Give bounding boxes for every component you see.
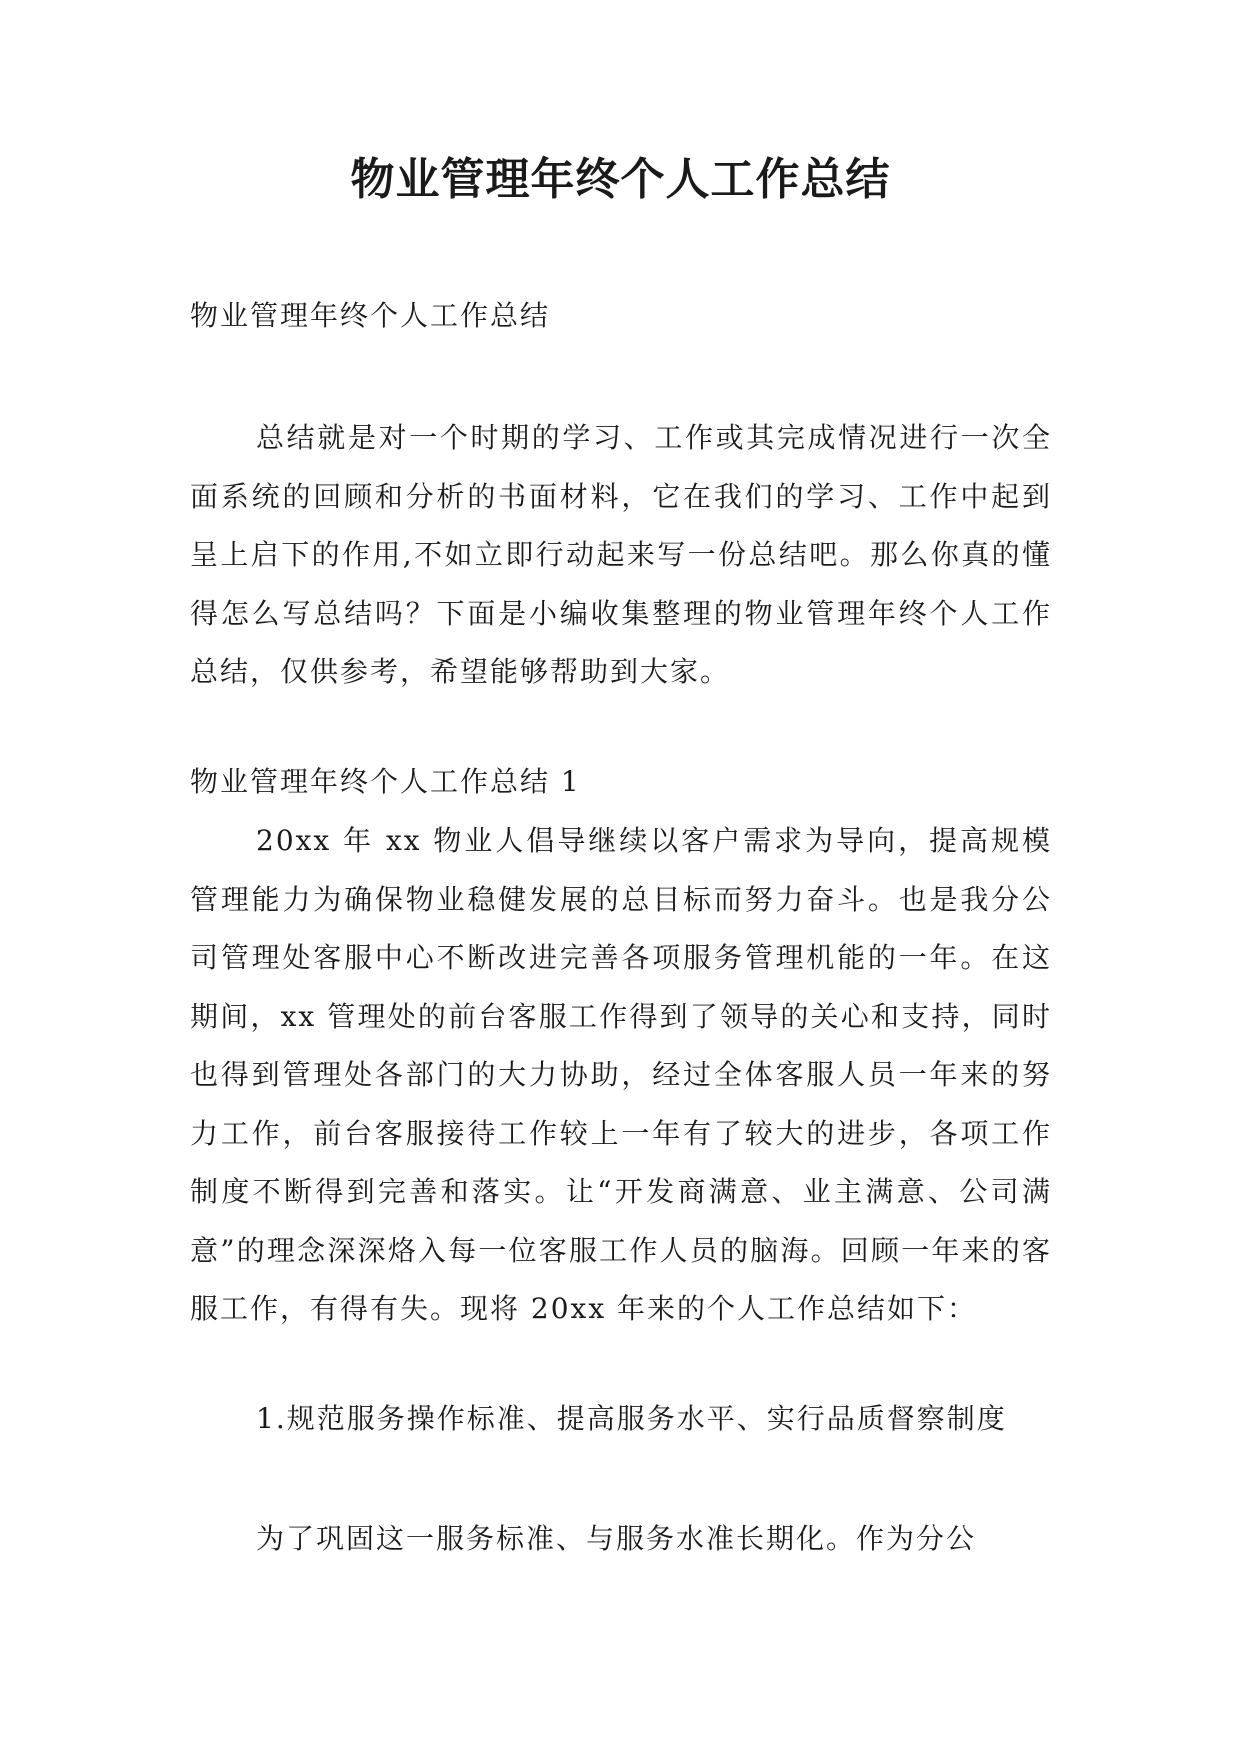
section-heading: 物业管理年终个人工作总结 1 bbox=[190, 765, 581, 798]
item-paragraph: 为了巩固这一服务标准、与服务水准长期化。作为分公 bbox=[256, 1522, 977, 1555]
document-subtitle: 物业管理年终个人工作总结 bbox=[190, 299, 551, 332]
intro-paragraph: 总结就是对一个时期的学习、工作或其完成情况进行一次全面系统的回顾和分析的书面材料，它在我们的学习、工作中起到呈上启下的作用,不如立即行动起来写一份总结吧。那么你真的懂得怎么写总结吗？下面是小编收集整理的物业管理年终个人工作总结，仅供参考，希望能够帮助到大家。 bbox=[190, 421, 1052, 688]
document-title: 物业管理年终个人工作总结 bbox=[350, 154, 891, 205]
section-paragraph: 20xx 年 xx 物业人倡导继续以客户需求为导向，提高规模管理能力为确保物业稳健发展的总目标而努力奋斗。也是我分公司管理处客服中心不断改进完善各项服务管理机能的一年。在这期间，xx 管理处的前台客服工作得到了领导的关心和支持，同时也得到管理处各部门的大力协助，经过全体客服人员一年来的努力工作，前台客服接待工作较上一年有了较大的进步，各项工作制度不断得到完善和落实。让“开发商满意、业主满意、公司满意”的理念深深烙入每一位客服工作人员的脑海。回顾一年来的客服工作，有得有失。现将 20xx 年来的个人工作总结如下： bbox=[190, 824, 1052, 1325]
item-heading: 1.规范服务操作标准、提高服务水平、实行品质督察制度 bbox=[256, 1402, 1007, 1435]
